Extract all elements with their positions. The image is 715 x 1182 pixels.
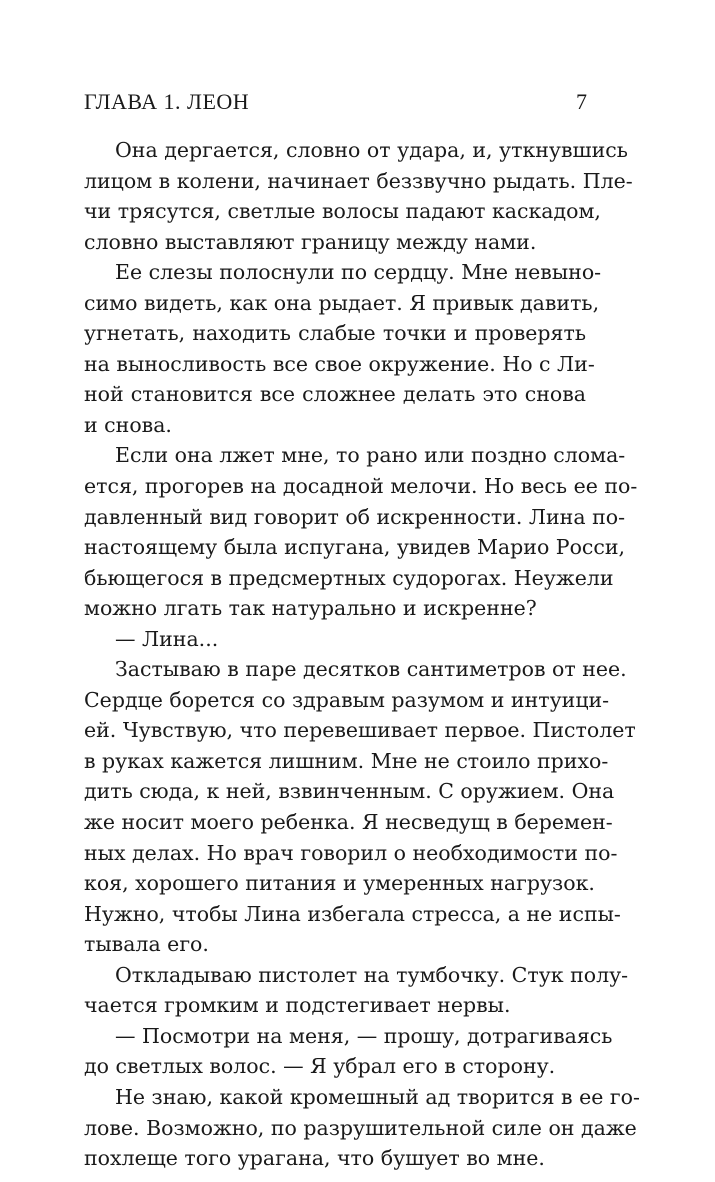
text-line: словно выставляют границу между нами. xyxy=(84,229,537,254)
page-number: 7 xyxy=(576,89,587,114)
text-line: Застываю в паре десятков сантиметров от нее. xyxy=(115,657,627,682)
text-line: можно лгать так натурально и искренне? xyxy=(84,596,537,621)
text-line: Ее слезы полоснули по сердцу. Мне невыно- xyxy=(115,260,602,285)
text-line: настоящему была испугана, увидев Марио Росси, xyxy=(84,535,626,560)
text-line: ных делах. Но врач говорил о необходимости по- xyxy=(84,840,618,865)
text-line: на выносливость все свое окружение. Но с Ли- xyxy=(84,351,595,376)
text-line: лове. Возможно, по разрушительной силе он даже xyxy=(84,1115,637,1140)
text-line: ется, прогорев на досадной мелочи. Но весь ее по- xyxy=(84,474,638,499)
text-line: до светлых волос. — Я убрал его в сторону. xyxy=(84,1054,556,1079)
text-line: Откладываю пистолет на тумбочку. Стук полу- xyxy=(115,962,629,987)
text-line: Нужно, чтобы Лина избегала стресса, а не испы- xyxy=(84,901,621,926)
text-line: Если она лжет мне, то рано или поздно слома- xyxy=(115,443,626,468)
text-line: — Лина... xyxy=(115,626,219,651)
body-text xyxy=(84,135,640,1174)
text-line: Сердце борется со здравым разумом и интуици- xyxy=(84,687,610,712)
running-head: ГЛАВА 1. ЛЕОН xyxy=(84,89,250,114)
text-line: чи трясутся, светлые волосы падают каскадом, xyxy=(84,199,601,224)
text-line: Не знаю, какой кромешный ад творится в ее го- xyxy=(115,1084,640,1109)
text-line: лицом в колени, начинает беззвучно рыдать. Пле- xyxy=(84,168,633,193)
text-line: давленный вид говорит об искренности. Лина по- xyxy=(84,504,626,529)
text-line: коя, хорошего питания и умеренных нагрузок. xyxy=(84,871,595,896)
text-line: угнетать, находить слабые точки и проверять xyxy=(84,321,586,346)
text-line: чается громким и подстегивает нервы. xyxy=(84,993,511,1018)
text-line: — Посмотри на меня, — прошу, дотрагиваясь xyxy=(115,1023,613,1048)
text-line: ной становится все сложнее делать это снова xyxy=(84,382,586,407)
text-line: же носит моего ребенка. Я несведущ в беремен- xyxy=(84,810,613,835)
text-line: похлеще того урагана, что бушует во мне. xyxy=(84,1146,545,1171)
text-line: бьющегося в предсмертных судорогах. Неужели xyxy=(84,565,614,590)
text-line: ей. Чувствую, что перевешивает первое. Пистолет xyxy=(84,718,636,743)
text-line: и снова. xyxy=(84,412,172,437)
text-line: дить сюда, к ней, взвинченным. С оружием. Она xyxy=(84,779,615,804)
text-line: Она дергается, словно от удара, и, уткнувшись xyxy=(115,138,628,162)
text-line: тывала его. xyxy=(84,932,209,957)
text-line: в руках кажется лишним. Мне не стоило прихо- xyxy=(84,748,609,773)
text-line: симо видеть, как она рыдает. Я привык давить, xyxy=(84,290,600,315)
